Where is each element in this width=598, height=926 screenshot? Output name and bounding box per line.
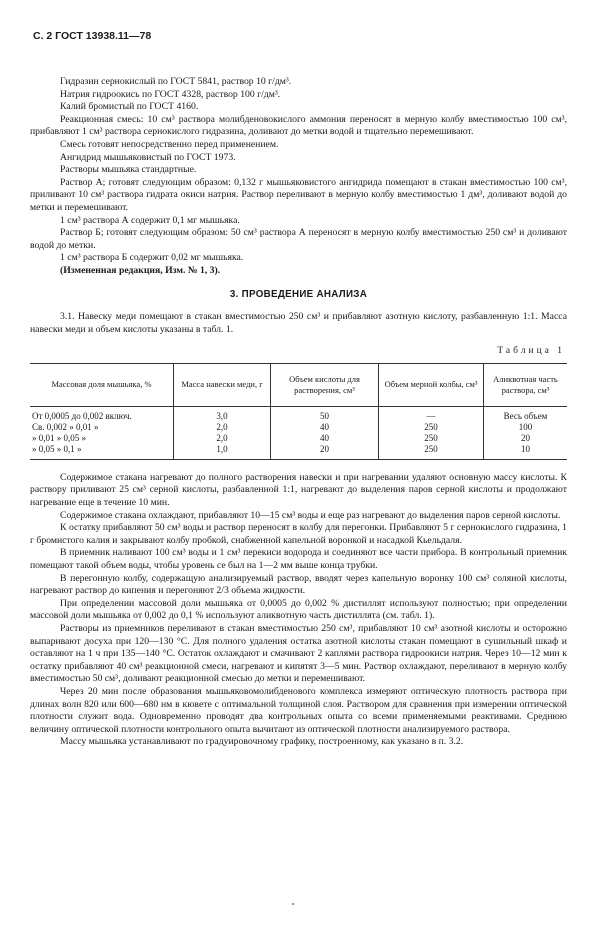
- document-body: [30, 76, 567, 749]
- paragraph-calibration: Массу мышьяка устанавливают по градуировочному графику, построенному, как указано в п. 3.2.: [60, 736, 464, 748]
- table-cell: 40: [271, 433, 379, 444]
- table-header-row: [30, 363, 567, 406]
- paragraph-3-1: 3.1. Навеску меди помещают в стакан вместимостью 250 см³ и прибавляют азотную кислоту, разбавленную 1:1. Масса навески меди и объем кислоты указаны в табл. 1.: [30, 311, 567, 335]
- paragraph-receiver: В приемник наливают 100 см³ воды и 1 см³ перекиси водорода и соединяют все части прибора. В контрольный приемник помещают такой объем воды, чтобы уровень се был на 1—2 мм выше конца трубки.: [30, 547, 567, 572]
- paragraph-evaporation: Растворы из приемников переливают в стакан вместимостью 250 см³, прибавляют 10 см³ азотной кислоты и осторожно выпаривают досуха при 120—130 °С. Для полного удаления остатка азотной кислоты стакан помещают в сушильный шкаф и оставляют на 1 ч при 135—140 °С. Остаток охлаждают и смачивают 2 каплями раствора гидроокиси натрия. Через 10—12 мин к остатку прибавляют 40 см³ реакционной смеси, нагревают и кипятят 3—5 мин. Раствор охлаждают, переливают в мерную колбу вместимостью 50 см³, доливают реакционной смесью до метки и перемешивают.: [30, 623, 567, 685]
- table-cell: 2,0: [174, 422, 271, 433]
- table-header-cell: Массовая доля мышьяка, %: [30, 363, 174, 406]
- table-cell: 20: [484, 433, 568, 444]
- table-row: [30, 422, 567, 433]
- paragraph-distillation-flask: К остатку прибавляют 50 см³ воды и раствор переносят в колбу для перегонки. Прибавляют 5 г сернокислого гидразина, 1 г бромистого калия и закрывают колбу пробкой, снабженной капельной воронкой и насадкой Кьельдаля.: [30, 522, 567, 546]
- table-cell: 1,0: [174, 444, 271, 460]
- table-cell: 250: [379, 422, 484, 433]
- paragraph-solution-b: Раствор Б; готовят следующим образом: 50 см³ раствора А переносят в мерную колбу вместимостью 250 см³ и доливают водой до метки.: [30, 227, 567, 251]
- paragraph-cooling: Содержимое стакана охлаждают, прибавляют 10—15 см³ воды и еще раз нагревают до выделения паров серной кислоты.: [60, 509, 561, 521]
- table-header-cell: Аликвотная часть раствора, см³: [484, 363, 568, 406]
- table-cell: » 0,01 » 0,05 »: [32, 432, 86, 443]
- table-cell: 20: [271, 444, 379, 460]
- section-title: 3. ПРОВЕДЕНИЕ АНАЛИЗА: [229, 288, 368, 300]
- paragraph-solution-a-content: 1 см³ раствора А содержит 0,1 мг мышьяка.: [60, 214, 240, 226]
- table-cell: 250: [379, 433, 484, 444]
- table-row: [30, 444, 567, 460]
- table-cell: От 0,0005 до 0,002 включ.: [32, 410, 132, 421]
- paragraph-standard-solutions: Растворы мышьяка стандартные.: [60, 164, 197, 176]
- table-row: [30, 433, 567, 444]
- table-cell: 40: [271, 422, 379, 433]
- table-cell: 100: [484, 422, 568, 433]
- paragraph-solution-b-content: 1 см³ раствора Б содержит 0,02 мг мышьяка.: [60, 252, 244, 264]
- table-cell: Св. 0,002 » 0,01 »: [32, 421, 99, 432]
- page-header: С. 2 ГОСТ 13938.11—78: [33, 30, 152, 42]
- table-cell: —: [379, 406, 484, 422]
- paragraph-prepared: Смесь готовят непосредственно перед применением.: [60, 138, 279, 150]
- paragraph-hydrochloric-acid: В перегонную колбу, содержащую анализируемый раствор, вводят через капельную воронку 100 см³ соляной кислоты, нагревают раствор до кипения и перегоняют 2/3 объема жидкости.: [30, 572, 567, 597]
- paragraph-anhydride: Ангидрид мышьяковистый по ГОСТ 1973.: [60, 151, 236, 163]
- reagent-hydrazine: Гидразин сернокислый по ГОСТ 5841, раствор 10 г/дм³.: [60, 76, 292, 87]
- table-header-cell: Объем мерной колбы, см³: [379, 363, 484, 406]
- reagent-potassium-bromide: Калий бромистый по ГОСТ 4160.: [60, 101, 199, 113]
- table-cell: 3,0: [174, 406, 271, 422]
- paragraph-optical-density: Через 20 мин после образования мышьяковомолибденового комплекса измеряют оптическую плотность раствора при длинах волн 820 или 600—680 нм в кювете с оптимальной толщиной слоя. Раствором для сравнения при измерении оптической плотности служит вода. Одновременно проводят два контрольных опыта со всеми применяемыми реактивами. Среднюю величину оптической плотности контрольного опыта вычитают из оптической плотности анализируемого раствора.: [30, 685, 567, 735]
- table-header-cell: Масса навески меди, г: [174, 363, 271, 406]
- table-1: [30, 363, 567, 460]
- table-cell: » 0,05 » 0,1 »: [30, 444, 174, 460]
- paragraph-distillate-usage: При определении массовой доли мышьяка от 0,0005 до 0,002 % дистиллят используют полностью; при определении массовой доли мышьяка от 0,002 до 0,1 % используют аликвотную часть дистиллята (см. табл. 1).: [30, 597, 567, 622]
- table-caption: Таблица 1: [497, 346, 565, 357]
- edition-note: (Измененная редакция, Изм. № 1, 3).: [60, 264, 221, 276]
- reagent-sodium-hydroxide: Натрия гидроокись по ГОСТ 4328, раствор 100 г/дм³.: [60, 88, 281, 100]
- page-speck: [292, 903, 294, 905]
- table-cell: 50: [271, 406, 379, 422]
- paragraph-dissolution: Содержимое стакана нагревают до полного растворения навески и при нагревании удаляют основную массу кислоты. К раствору приливают 25 см³ серной кислоты, разбавленной 1:1, нагревают до выделения паров серной кислоты и продолжают нагревание еще в течение 10 мин.: [30, 471, 567, 509]
- table-cell: 250: [379, 444, 484, 460]
- table-row: [30, 406, 567, 422]
- paragraph-reaction-mixture: Реакционная смесь: 10 см³ раствора молибденовокислого аммония переносят в мерную колбу вместимостью 100 см³, прибавляют 1 см³ раствора сернокислого гидразина, доливают до метки водой и тщательно перемешивают.: [30, 113, 567, 138]
- paragraph-solution-a: Раствор А; готовят следующим образом: 0,132 г мышьяковистого ангидрида помещают в стакан вместимостью 100 см³, приливают 10 см³ раствора гидрата окиси натрия. Раствор переливают в мерную колбу вместимостью 1 дм³, доливают водой до метки и перемешивают.: [30, 176, 567, 213]
- table-cell: 2,0: [174, 433, 271, 444]
- table-cell: 10: [484, 444, 568, 460]
- table-header-cell: Объем кислоты для растворения, см³: [271, 363, 379, 406]
- table-cell: Весь объем: [484, 406, 568, 422]
